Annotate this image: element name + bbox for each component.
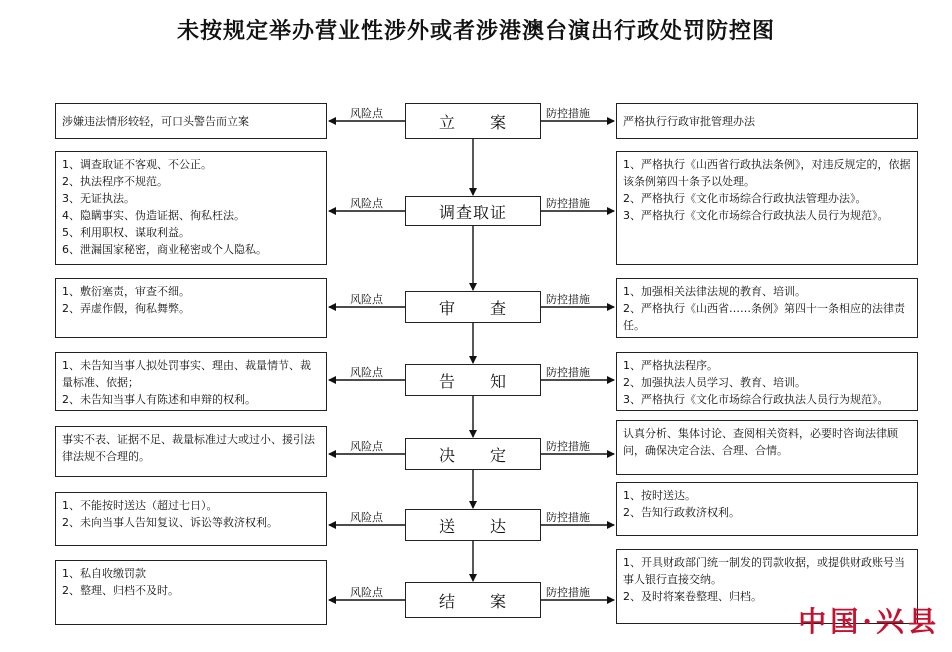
- measure-box: [616, 278, 918, 338]
- risk-item: 1、私自收缴罚款: [62, 567, 146, 580]
- stage-box: [405, 364, 541, 396]
- risk-box: [55, 352, 327, 411]
- measure-item: 3、严格执行《文化市场综合行政执法人员行为规范》。: [623, 393, 889, 406]
- measure-box: [616, 151, 918, 265]
- stage-box: [405, 438, 541, 470]
- measure-box: [616, 352, 918, 411]
- risk-item: 2、整理、归档不及时。: [62, 584, 179, 597]
- measure-item: 严格执行行政审批管理办法: [623, 114, 755, 128]
- risk-link-label: 风险点: [350, 440, 383, 453]
- stage-label: 审 查: [438, 298, 507, 318]
- stage-box: [405, 196, 541, 226]
- measure-item: 2、严格执行《山西省……条例》第四十一条相应的法律责任。: [623, 302, 905, 332]
- measure-link-label: 防控措施: [546, 107, 590, 120]
- stage-label: 送 达: [438, 516, 507, 536]
- risk-box: [55, 426, 327, 477]
- measure-item: 2、告知行政救济权利。: [623, 506, 740, 519]
- risk-item: 2、执法程序不规范。: [62, 175, 168, 188]
- risk-link-label: 风险点: [350, 511, 383, 524]
- measure-item: 1、加强相关法律法规的教育、培训。: [623, 285, 806, 298]
- risk-link-label: 风险点: [350, 293, 383, 306]
- stage-label: 结 案: [438, 591, 507, 611]
- stage-label: 决 定: [438, 445, 507, 465]
- risk-item: 涉嫌违法情形较轻，可口头警告而立案: [62, 114, 249, 128]
- risk-link-label: 风险点: [350, 366, 383, 379]
- risk-item: 1、不能按时送达（超过七日）。: [62, 499, 218, 512]
- measure-item: 1、严格执行《山西省行政执法条例》，对违反规定的，依据该条例第四十条予以处理。: [623, 158, 911, 188]
- risk-item: 1、敷衍塞责，审查不细。: [62, 285, 190, 298]
- measure-item: 认真分析、集体讨论、查阅相关资料，必要时咨询法律顾问，确保决定合法、合理、合情。: [623, 427, 898, 457]
- risk-item: 3、无证执法。: [62, 192, 135, 205]
- stage-box: [405, 582, 541, 618]
- risk-item: 1、未告知当事人拟处罚事实、理由、裁量情节、裁量标准、依据；: [62, 359, 311, 389]
- measure-box: [616, 420, 918, 475]
- measure-link-label: 防控措施: [546, 366, 590, 379]
- risk-box: [55, 151, 327, 265]
- risk-link-label: 风险点: [350, 586, 383, 599]
- measure-link-label: 防控措施: [546, 197, 590, 210]
- measure-item: 1、严格执法程序。: [623, 359, 718, 372]
- diagram-title: 未按规定举办营业性涉外或者涉港澳台演出行政处罚防控图: [176, 19, 775, 44]
- stage-box: [405, 291, 541, 323]
- stage-label: 调查取证: [438, 202, 507, 222]
- risk-item: 1、调查取证不客观、不公正。: [62, 158, 212, 171]
- measure-item: 1、开具财政部门统一制发的罚款收据，或提供财政账号当事人银行直接交纳。: [623, 556, 905, 586]
- risk-item: 2、未向当事人告知复议、诉讼等救济权利。: [62, 516, 278, 529]
- watermark: 中国·兴县: [798, 605, 940, 638]
- risk-box: [55, 103, 327, 139]
- measure-item: 1、按时送达。: [623, 489, 696, 502]
- measure-link-label: 防控措施: [546, 440, 590, 453]
- risk-item: 6、泄漏国家秘密，商业秘密或个人隐私。: [62, 243, 267, 256]
- risk-item: 5、利用职权、谋取利益。: [62, 226, 190, 239]
- risk-link-label: 风险点: [350, 107, 383, 120]
- risk-item: 2、未告知当事人有陈述和申辩的权利。: [62, 393, 256, 406]
- measure-link-label: 防控措施: [546, 511, 590, 524]
- risk-box: [55, 560, 327, 625]
- risk-box: [55, 278, 327, 338]
- measure-item: 2、及时将案卷整理、归档。: [623, 590, 762, 603]
- risk-item: 事实不表、证据不足、裁量标准过大或过小、援引法律法规不合理的。: [62, 433, 315, 463]
- measure-box: [616, 482, 918, 536]
- stage-label: 立 案: [438, 112, 507, 132]
- risk-box: [55, 492, 327, 546]
- stage-label: 告 知: [438, 371, 507, 391]
- risk-link-label: 风险点: [350, 197, 383, 210]
- measure-item: 2、严格执行《文化市场综合行政执法管理办法》。: [623, 192, 867, 205]
- measure-link-label: 防控措施: [546, 586, 590, 599]
- risk-item: 2、弄虚作假，徇私舞弊。: [62, 302, 190, 315]
- risk-item: 4、隐瞒事实、伪造证据、徇私枉法。: [62, 209, 245, 222]
- stage-box: [405, 509, 541, 541]
- stage-box: [405, 103, 541, 139]
- measure-item: 3、严格执行《文化市场综合行政执法人员行为规范》。: [623, 209, 889, 222]
- measure-link-label: 防控措施: [546, 293, 590, 306]
- measure-box: [616, 103, 918, 139]
- measure-item: 2、加强执法人员学习、教育、培训。: [623, 376, 806, 389]
